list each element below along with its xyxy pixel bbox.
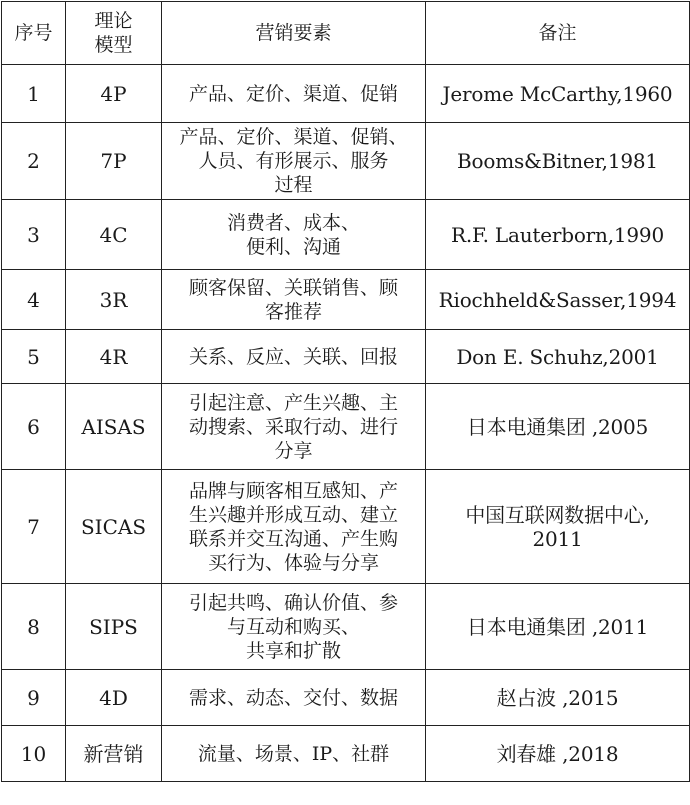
row-elements-line: 引起注意、产生兴趣、主 [188,391,398,414]
row-remarks: Booms&Bitner,1981 [426,123,690,200]
row-remarks: 中国互联网数据中心, 2011 [426,470,690,584]
row-model: 7P [66,123,162,200]
row-model: AISAS [66,384,162,470]
row-number: 9 [2,670,66,726]
row-number: 5 [2,330,66,384]
row-number: 6 [2,384,66,470]
row-remarks: Don E. Schuhz,2001 [426,330,690,384]
row-model: 4P [66,65,162,123]
header-remarks: 备注 [426,2,690,65]
row-elements-line: 需求、动态、交付、数据 [188,686,398,709]
row-elements-line: 产品、定价、渠道、促销、 [179,126,408,148]
row-elements-line: 买行为、体验与分享 [207,551,379,574]
table-row [2,470,690,584]
row-model: 4D [66,670,162,726]
table-body [2,65,690,782]
table-row [2,270,690,330]
header-no: 序号 [2,2,66,65]
row-elements-line: 流量、场景、IP、社群 [197,742,390,765]
row-elements-line: 顾客保留、关联销售、顾 [188,276,398,299]
row-elements [162,123,426,200]
table-row [2,670,690,726]
row-number: 4 [2,270,66,330]
row-remarks: R.F. Lauterborn,1990 [426,200,690,270]
table-row [2,123,690,200]
row-number: 10 [2,726,66,782]
row-elements-line: 人员、有形展示、服务 [198,150,389,172]
row-elements [162,65,426,123]
row-number: 2 [2,123,66,200]
row-elements-line: 过程 [274,174,313,196]
row-elements [162,200,426,270]
row-remarks: 赵占波 ,2015 [426,670,690,726]
row-elements-line: 共享和扩散 [245,639,341,662]
marketing-models-table [1,1,690,782]
row-elements-line: 客推荐 [264,300,322,323]
row-elements-line: 动搜索、采取行动、进行 [188,415,398,438]
row-remarks: Jerome McCarthy,1960 [426,65,690,123]
table-row [2,726,690,782]
header-elements: 营销要素 [162,2,426,65]
header-model [66,2,162,65]
row-model: SIPS [66,584,162,670]
row-elements [162,270,426,330]
row-elements [162,584,426,670]
table-row [2,200,690,270]
row-model: 4C [66,200,162,270]
row-elements [162,330,426,384]
row-model: 新营销 [66,726,162,782]
row-elements-line: 关系、反应、关联、回报 [188,345,398,368]
row-elements-line: 消费者、成本、 [226,211,360,234]
row-remarks: Riochheld&Sasser,1994 [426,270,690,330]
table-row [2,65,690,123]
row-elements [162,670,426,726]
row-elements-line: 生兴趣并形成互动、建立 [188,503,398,526]
row-remarks: 日本电通集团 ,2005 [426,384,690,470]
row-model: 4R [66,330,162,384]
row-remarks: 刘春雄 ,2018 [426,726,690,782]
row-number: 3 [2,200,66,270]
row-model: SICAS [66,470,162,584]
row-number: 1 [2,65,66,123]
row-elements [162,384,426,470]
row-elements [162,726,426,782]
row-elements-line: 与互动和购买、 [226,615,360,638]
table-row [2,584,690,670]
header-model-line1: 理论 [94,10,133,32]
row-elements-line: 品牌与顾客相互感知、产 [188,479,398,502]
row-elements-line: 便利、沟通 [245,235,341,258]
row-model: 3R [66,270,162,330]
row-elements-line: 产品、定价、渠道、促销 [188,82,398,105]
table-row [2,384,690,470]
row-elements-line: 联系并交互沟通、产生购 [188,527,398,550]
row-elements-line: 引起共鸣、确认价值、参 [188,591,398,614]
row-elements-line: 分享 [274,439,313,462]
header-row [2,2,690,65]
row-number: 7 [2,470,66,584]
header-model-line2: 模型 [94,34,133,56]
table-row [2,330,690,384]
row-number: 8 [2,584,66,670]
row-remarks: 日本电通集团 ,2011 [426,584,690,670]
row-elements [162,470,426,584]
